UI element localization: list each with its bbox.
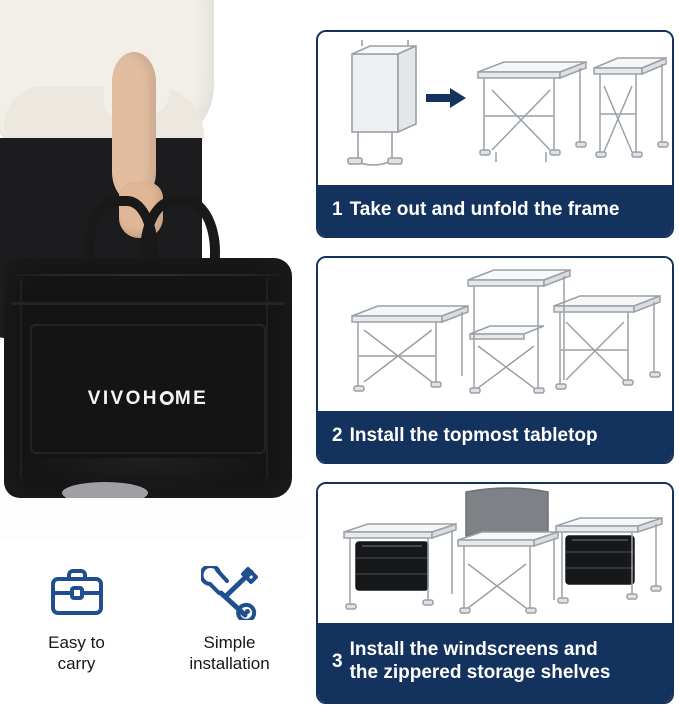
feature-caption	[48, 632, 105, 675]
product-photo-person-carrying-bag	[0, 0, 306, 540]
step-3-illustration	[318, 484, 672, 625]
brand-logo-part2: ME	[174, 388, 209, 409]
step-cards-column	[310, 0, 679, 712]
bag-right-stitch	[266, 278, 268, 478]
arrow-right-icon	[426, 88, 466, 108]
bag-zipper	[12, 302, 284, 305]
feature-caption-line1: Easy to	[48, 633, 105, 652]
step-3-label	[318, 623, 672, 702]
step-card-1	[316, 30, 674, 238]
step-1-label	[318, 185, 672, 236]
step-2-number: 2	[332, 424, 343, 446]
table-with-windscreen-and-storage-shelves-diagram	[318, 484, 674, 625]
step-1-text: Take out and unfold the frame	[349, 198, 620, 220]
step-2-illustration	[318, 258, 672, 411]
feature-simple-installation	[153, 548, 306, 712]
feature-list	[0, 548, 306, 712]
step-2-text: Install the topmost tabletop	[349, 424, 598, 446]
table-with-topmost-tabletop-diagram	[318, 258, 674, 411]
feature-easy-to-carry	[0, 548, 153, 712]
folded-frame-to-unfolded-frame-diagram	[318, 32, 674, 185]
feature-caption-line2: installation	[189, 654, 270, 674]
carrying-bag	[4, 258, 292, 498]
step-3-text-line1: Install the windscreens and	[349, 639, 598, 661]
step-3-text-line2: the zippered storage shelves	[349, 662, 611, 683]
photo-floor	[0, 498, 306, 540]
step-1-number: 1	[332, 198, 343, 220]
step-2-label	[318, 411, 672, 462]
step-3-number: 3	[332, 650, 343, 672]
step-1-illustration	[318, 32, 672, 185]
wrench-screwdriver-icon	[201, 564, 259, 622]
bag-top-seam	[14, 274, 282, 276]
person-arm	[112, 52, 156, 202]
feature-caption-line1: Simple	[203, 633, 256, 652]
bag-left-stitch	[20, 278, 22, 478]
brand-logo-part1: VIVOH	[87, 388, 159, 409]
bag-bottom-shading	[14, 458, 280, 494]
left-column	[0, 0, 306, 712]
step-card-2	[316, 256, 674, 464]
feature-caption-line2: carry	[57, 654, 96, 674]
brand-logo-o-ring-icon	[160, 391, 174, 405]
feature-caption	[189, 632, 269, 675]
step-3-text	[350, 639, 660, 685]
step-card-3	[316, 482, 674, 704]
briefcase-icon	[49, 564, 105, 622]
brand-logo	[88, 388, 208, 410]
